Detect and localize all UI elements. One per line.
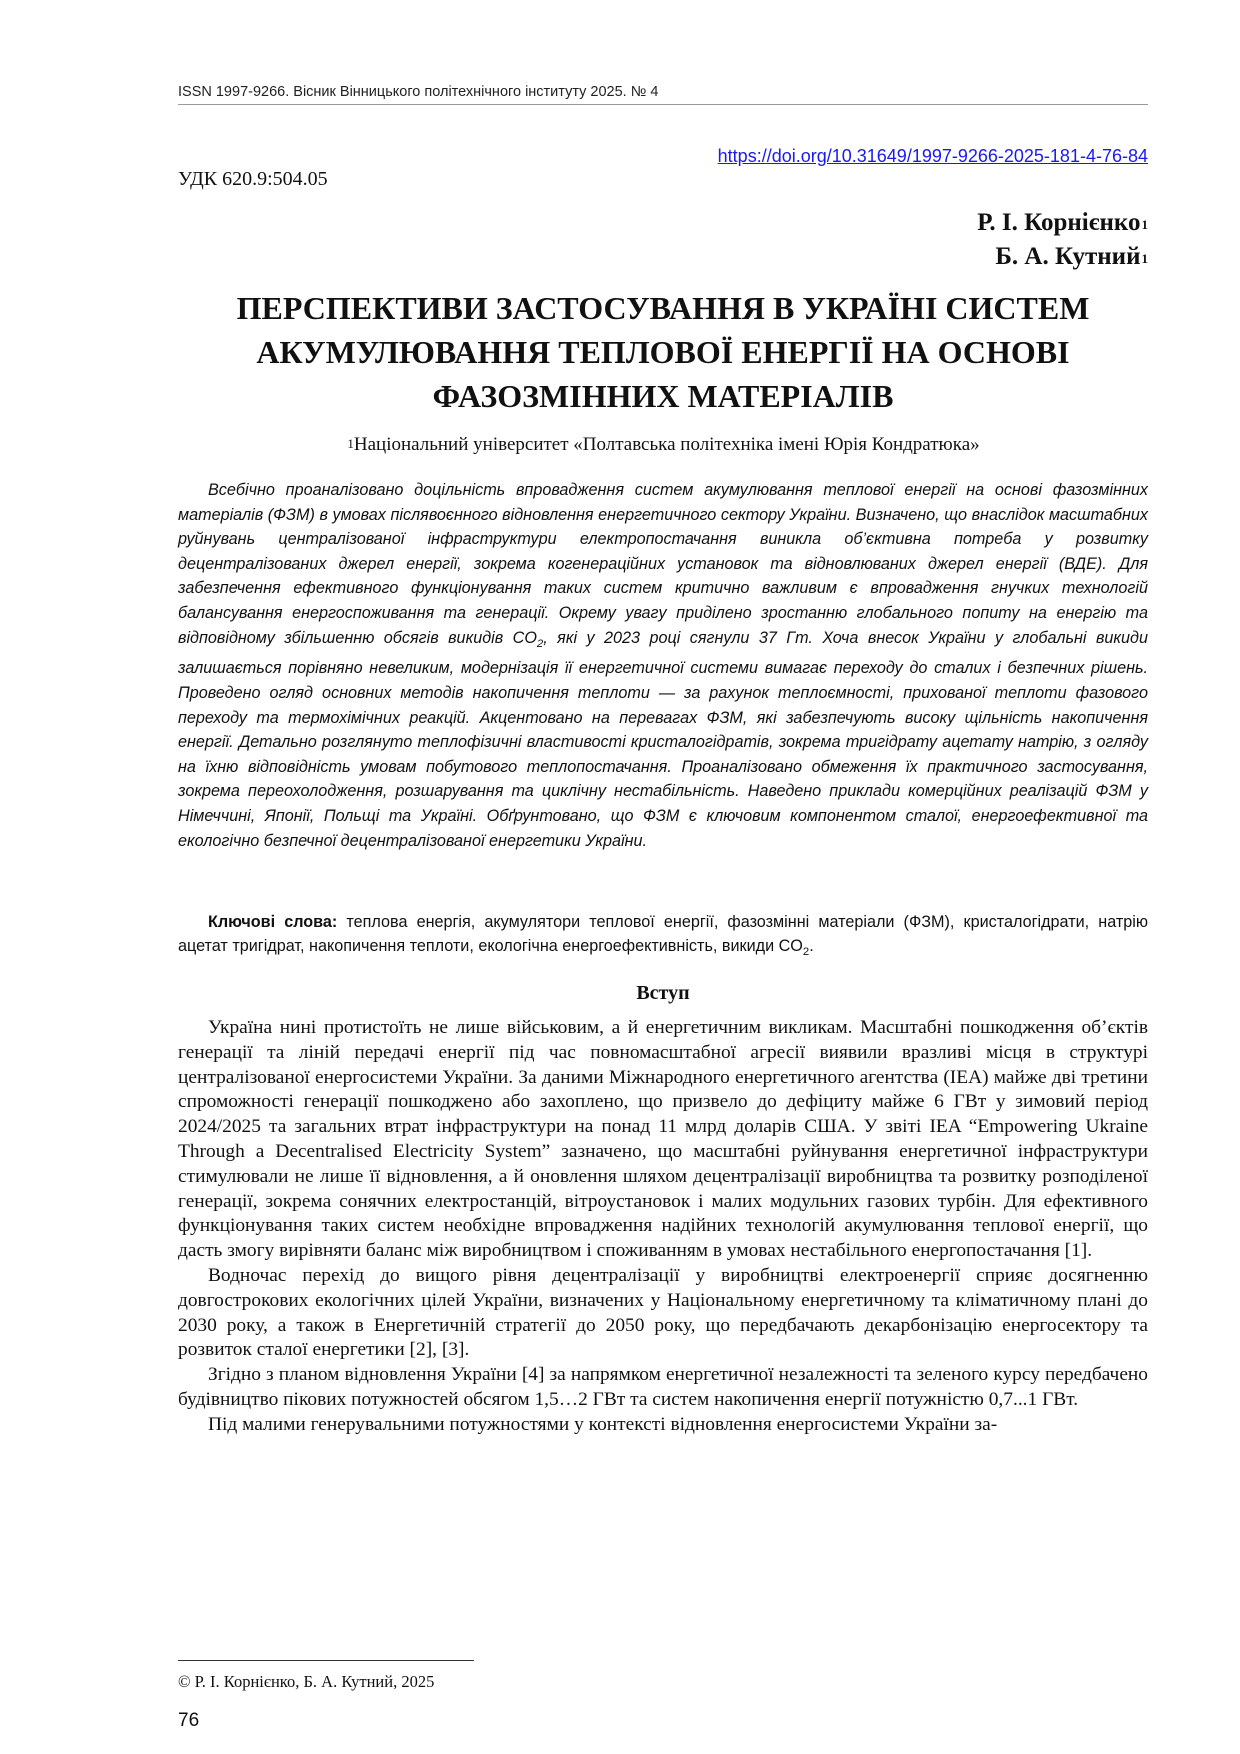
abstract-text: Всебічно проаналізовано доцільність впровадження систем акумулювання теплової енергії на основі фазозмінних матеріалів (ФЗМ) в умовах післявоєнного відновлення енергетичного сектору України. Визначено, що внаслідок масштабних руйнувань централізованої інфраструктури електропостачання виникла об’єктивна потреба у розвитку децентралізованих джерел енергії, зокрема когенераційних установок та відновлюваних джерел енергії (ВДЕ). Для забезпечення ефективного функціонування таких систем критично важливим є впровадження гнучких технологій балансування енергоспоживання та генерації. Окрему увагу приділено зростанню глобального попиту на енергію та відповідному збільшенню обсягів викидів CO	[178, 481, 1148, 647]
paper-page	[178, 0, 1148, 1754]
body-paragraph: Згідно з планом відновлення України [4] за напрямком енергетичної незалежності та зеленого курсу передбачено будівництво пікових потужностей обсягом 1,5…2 ГВт та систем накопичення енергії потужністю 0,7...1 ГВт.	[178, 1364, 1148, 1410]
author-affiliation-mark: 1	[1141, 217, 1148, 232]
author-name: Р. І. Корнієнко	[977, 209, 1141, 236]
keywords-text: теплова енергія, акумулятори теплової енергії, фазозмінні матеріали (ФЗМ), кристалогідрати, натрію ацетат тригідрат, накопичення теплоти, екологічна енергоефективність, викиди CO	[178, 913, 1148, 955]
title-line: ПЕРСПЕКТИВИ ЗАСТОСУВАННЯ В УКРАЇНІ СИСТЕМ	[236, 290, 1090, 326]
author-list	[977, 206, 1148, 274]
running-header: ISSN 1997-9266. Вісник Вінницького політехнічного інституту 2025. № 4	[178, 84, 1148, 105]
doi-link[interactable]: https://doi.org/10.31649/1997-9266-2025-181-4-76-84	[717, 146, 1148, 166]
author-name: Б. А. Кутний	[995, 243, 1141, 270]
body-paragraph: Україна нині протистоїть не лише військовим, а й енергетичним викликам. Масштабні пошкодження об’єктів генерації та ліній передачі енергії під час повномасштабної агресії виявили вразливі місця в структурі централізованої енергосистеми України. За даними Міжнародного енергетичного агентства (IEA) майже дві третини спроможності генерації пошкоджено або захоплено, що призвело до дефіциту майже 6 ГВт у зимовий період 2024/2025 та загальних втрат інфраструктури на понад 11 млрд доларів США. У звіті IEA “Empowering Ukraine Through a Decentralised Electricity System” зазначено, що масштабні руйнування енергетичної інфраструктури стимулювали не лише її відновлення, а й оновлення шляхом децентралізації виробництва та розвитку розподіленої генерації, зокрема сонячних електростанцій, вітроустановок і малих модульних газових турбін. Для ефективного функціонування таких систем необхідне впровадження надійних технологій акумулювання теплової енергії, що дасть змогу вирівняти баланс між виробництвом і споживанням в умовах нестабільного енергопостачання [1].	[178, 1017, 1148, 1262]
copyright-footnote: © Р. І. Корнієнко, Б. А. Кутний, 2025	[178, 1672, 435, 1691]
body-paragraph: Під малими генерувальними потужностями у контексті відновлення енергосистеми України за-	[208, 1413, 998, 1435]
author-1	[977, 206, 1148, 240]
body-text	[178, 1016, 1148, 1438]
keywords-label: Ключові слова:	[208, 913, 338, 931]
keywords	[178, 910, 1148, 964]
author-2	[977, 240, 1148, 274]
page-number: 76	[178, 1710, 200, 1731]
subscript: 2	[536, 637, 544, 650]
abstract-text: , які у 2023 році сягнули 37 Гт. Хоча внесок України у глобальні викиди залишається порівняно невеликим, модернізація її енергетичної системи вимагає переходу до сталих і безпечних рішень. Проведено огляд основних методів накопичення теплоти — за рахунок теплоємності, прихованої теплоти фазового переходу та термохімічних реакцій. Акцентовано на перевагах ФЗМ, які забезпечують високу щільність накопичення енергії. Детально розглянуто теплофізичні властивості кристалогідратів, зокрема тригідрату ацетату натрію, з огляду на їхню відповідність умовам побутового теплопостачання. Проаналізовано обмеження їх практичного застосування, зокрема переохолодження, розшарування та циклічну нестабільність. Наведено приклади комерційних реалізацій ФЗМ у Німеччині, Японії, Польщі та Україні. Обґрунтовано, що ФЗМ є ключовим компонентом сталої, енергоефективної та екологічно безпечної децентралізованої енергетики України.	[178, 628, 1148, 850]
subscript: 2	[802, 946, 810, 959]
keywords-end: .	[809, 937, 814, 955]
title-line: ФАЗОЗМІННИХ МАТЕРІАЛІВ	[432, 378, 894, 414]
footnote-divider	[178, 1660, 474, 1661]
affiliation	[178, 434, 1148, 456]
title-line: АКУМУЛЮВАННЯ ТЕПЛОВОЇ ЕНЕРГІЇ НА ОСНОВІ	[256, 334, 1070, 370]
abstract	[178, 478, 1148, 853]
udk-code: УДК 620.9:504.05	[178, 168, 328, 190]
affiliation-mark: 1	[347, 436, 354, 451]
body-paragraph: Водночас перехід до вищого рівня децентралізації у виробництві електроенергії сприяє досягненню довгострокових екологічних цілей України, визначених у Національному енергетичному та кліматичному плані до 2030 року, а також в Енергетичній стратегії до 2050 року, що передбачають декарбонізацію енергосектору та розвиток сталої енергетики [2], [3].	[178, 1264, 1148, 1361]
affiliation-text: Національний університет «Полтавська політехніка імені Юрія Кондратюка»	[353, 434, 980, 455]
author-affiliation-mark: 1	[1141, 251, 1148, 266]
paper-title	[178, 286, 1148, 418]
section-heading: Вступ	[636, 982, 690, 1004]
